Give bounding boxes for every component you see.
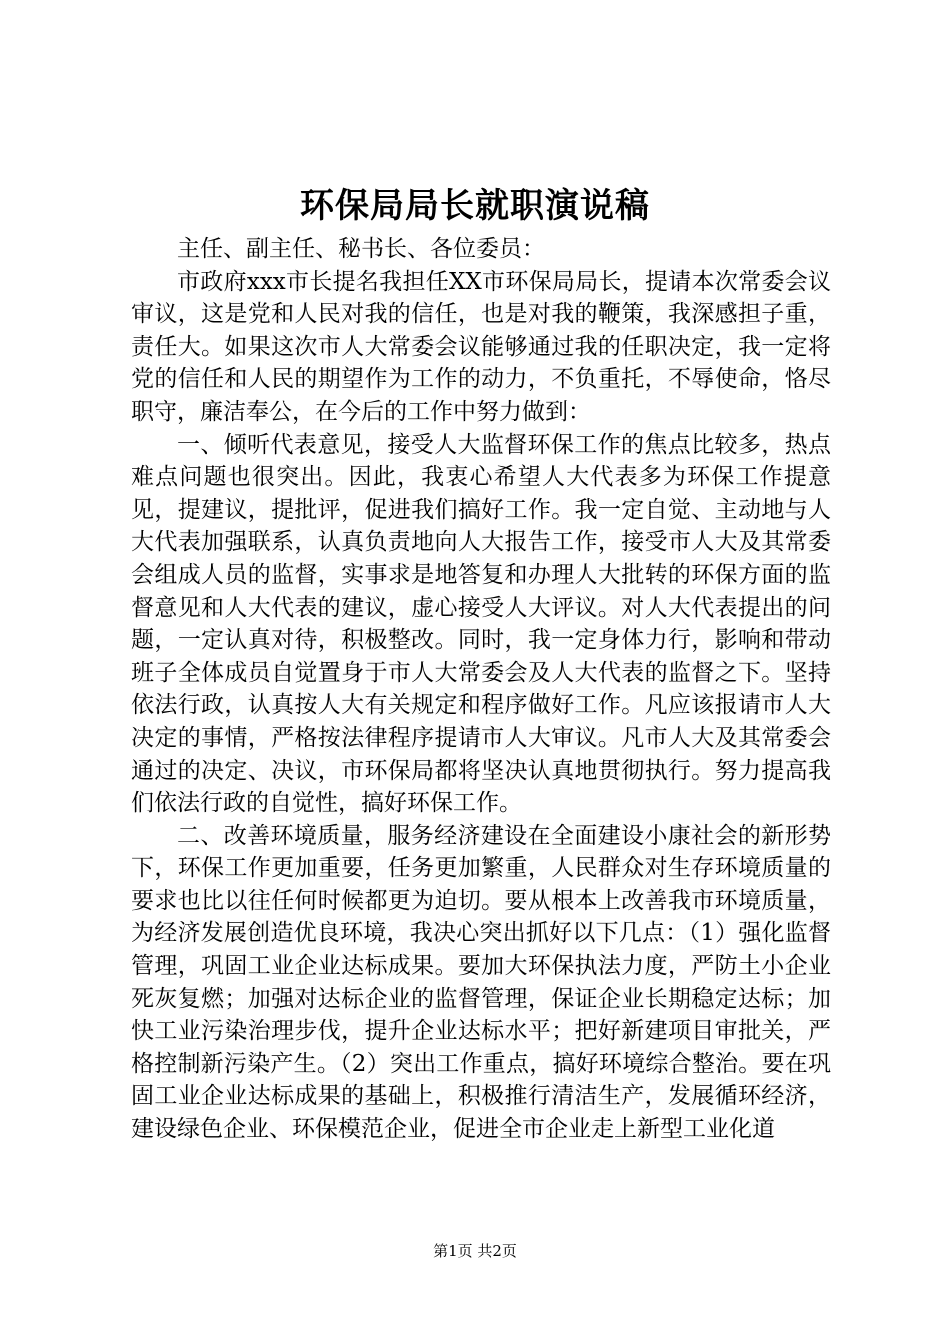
section-two-paragraph: 二、改善环境质量，服务经济建设在全面建设小康社会的新形势下，环保工作更加重要，任务更加繁重，人民群众对生存环境质量的要求也比以往任何时候都更为迫切。要从根本上改善我市环境质量，为经济发展创造优良环境，我决心突出抓好以下几点：（1）强化监督管理，巩固工业企业达标成果。要加大环保执法力度，严防土小企业死灰复燃；加强对达标企业的监督管理，保证企业长期稳定达标；加快工业污染治理步伐，提升企业达标水平；把好新建项目审批关，严格控制新污染产生。（2）突出工作重点，搞好环境综合整治。要在巩固工业企业达标成果的基础上，积极推行清洁生产，发展循环经济，建设绿色企业、环保模范企业，促进全市企业走上新型工业化道 xyxy=(131,822,831,1143)
document-title: 环保局局长就职演说稿 xyxy=(300,186,650,226)
section-one-paragraph: 一、倾听代表意见，接受人大监督环保工作的焦点比较多，热点难点问题也很突出。因此，我衷心希望人大代表多为环保工作提意见，提建议，提批评，促进我们搞好工作。我一定自觉、主动地与人大代表加强联系，认真负责地向人大报告工作，接受市人大及其常委会组成人员的监督，实事求是地答复和办理人大批转的环保方面的监督意见和人大代表的建议，虚心接受人大评议。对人大代表提出的问题，一定认真对待，积极整改。同时，我一定身体力行，影响和带动班子全体成员自觉置身于市人大常委会及人大代表的监督之下。坚持依法行政，认真按人大有关规定和程序做好工作。凡应该报请市人大决定的事情，严格按法律程序提请市人大审议。凡市人大及其常委会通过的决定、决议，市环保局都将坚决认真地贯彻执行。努力提高我们依法行政的自觉性，搞好环保工作。 xyxy=(131,431,831,817)
document-body xyxy=(131,233,831,1146)
intro-paragraph: 市政府xxx市长提名我担任XX市环保局局长，提请本次常委会议审议，这是党和人民对我的信任，也是对我的鞭策，我深感担子重，责任大。如果这次市人大常委会议能够通过我的任职决定，我一定将党的信任和人民的期望作为工作的动力，不负重托，不辱使命，恪尽职守，廉洁奉公，在今后的工作中努力做到： xyxy=(131,268,831,425)
page-number-footer: 第1页 共2页 xyxy=(433,1242,517,1260)
salutation-paragraph: 主任、副主任、秘书长、各位委员： xyxy=(177,236,545,262)
